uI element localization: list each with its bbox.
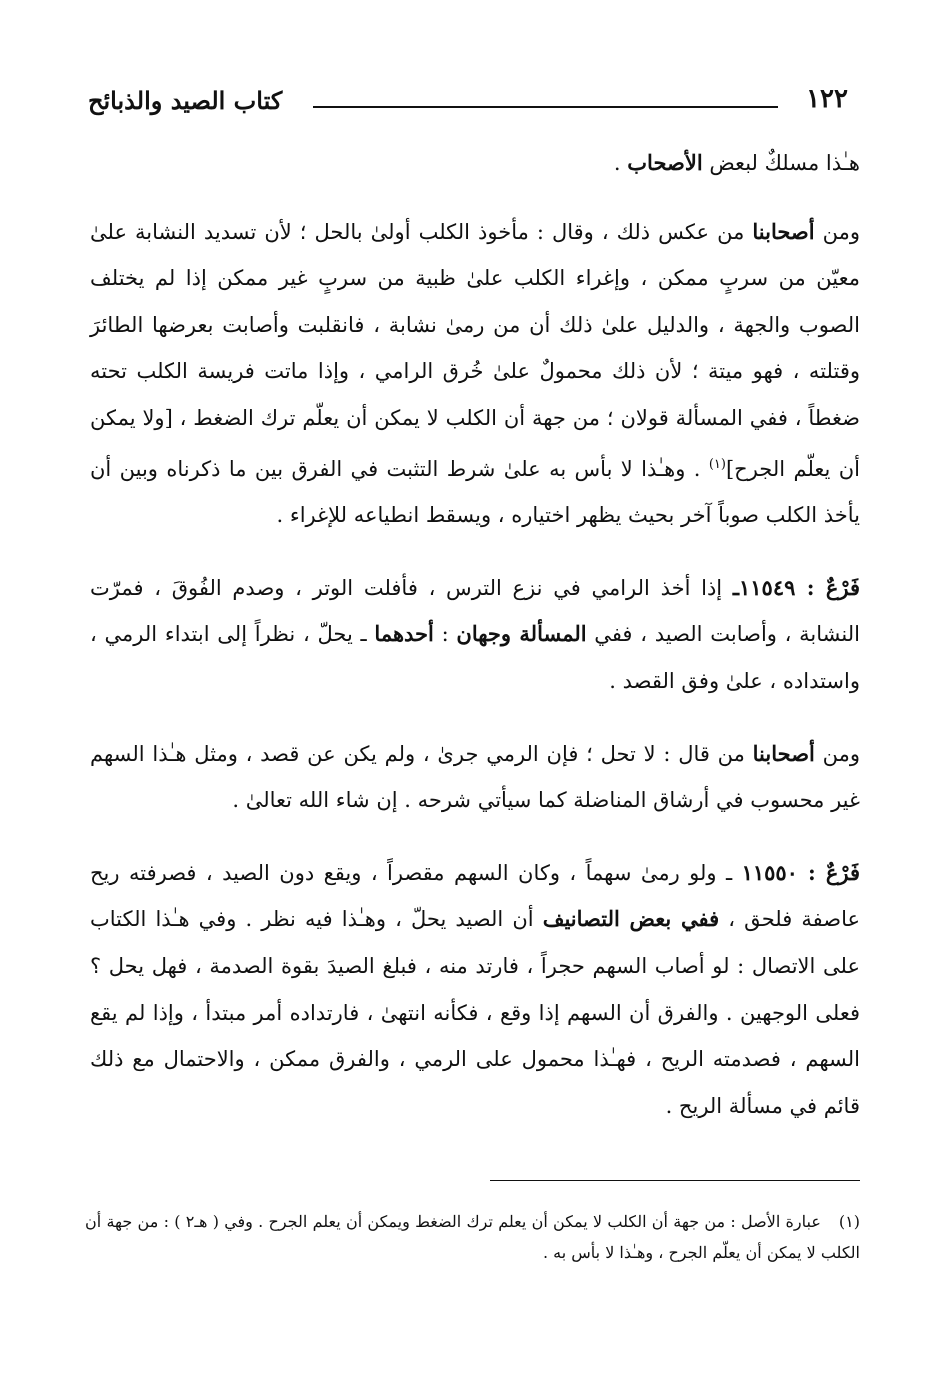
paragraph-text: إذا أخذ الرامي في نزع الترس ، فأفلت الوتر ، وصدم الفُوقَ ، فمرّت النشابة ، وأصابت الصيد ، ففي: [90, 575, 860, 647]
paragraph-text: ـ يحلّ ، نظراً إلى ابتداء الرمي ، واستداده ، علىٰ وفق القصد .: [90, 622, 860, 693]
footnote-number: (١): [838, 1212, 860, 1231]
bold-term: أحدهما: [374, 621, 434, 647]
far-heading: فَرْعٌ: [825, 574, 860, 600]
paragraph-2: [90, 209, 860, 539]
paragraph-5: [90, 850, 860, 1130]
bold-term: الأصحاب: [627, 150, 703, 175]
footnote-rule: [490, 1180, 860, 1181]
paragraph-text: ومن: [814, 219, 860, 244]
paragraph-text: هـٰذا مسلكٌ لبعض: [702, 151, 860, 175]
paragraph-1: [90, 140, 860, 187]
paragraph-text: .: [613, 151, 628, 175]
paragraph-text: ومن: [814, 741, 860, 766]
bold-term: ففي بعض التصانيف: [542, 906, 720, 932]
far-heading: فَرْعٌ: [825, 859, 860, 885]
issue-number: : ١١٥٤٩ـ: [732, 574, 826, 600]
bold-term: أصحابنا: [752, 218, 815, 244]
paragraph-text: أن الصيد يحلّ ، وهـٰذا فيه نظر . وفي هـٰذا الكتاب على الاتصال : لو أصاب السهم حجراً ، فارتد منه ، فبلغ الصيدَ بقوة الصدمة ، فهل يحل ؟ فعلى الوجهين . والفرق أن السهم إذا وقع ، فكأنه انتهىٰ ، فارتداده أمر مبتدأ ، وإذا لم يقع السهم ، فصدمته الريح ، فهـٰذا محمول على الرمي ، والفرق ممكن ، والاحتمال مع ذلك قائم في مسألة الريح .: [90, 907, 860, 1118]
bold-term: أصحابنا: [752, 740, 815, 766]
paragraph-text: ـ ولو رمىٰ سهماً ، وكان السهم مقصراً ، ويقع دون الصيد ، فصرفته ريح عاصفة فلحق ،: [90, 860, 860, 932]
footnote-text: عبارة الأصل : من جهة أن الكلب لا يمكن أن يعلم ترك الضغط ويمكن أن يعلم الجرح . وفي ( هـ٢ ) : من جهة أن الكلب لا يمكن أن يعلّم الجرح ، وهـٰذا لا بأس به .: [85, 1212, 860, 1262]
bold-term: المسألة وجهان: [456, 621, 587, 647]
paragraph-text: من قال : لا تحل ؛ فإن الرمي جرىٰ ، ولم يكن عن قصد ، ومثل هـٰذا السهم غير محسوب في أرشاق المناضلة كما سيأتي شرحه . إن شاء الله تعالىٰ .: [90, 741, 860, 813]
header-rule: [313, 106, 778, 108]
footnote: [85, 1206, 860, 1268]
paragraph-3: [90, 565, 860, 705]
main-text: [90, 140, 860, 1155]
book-title: كتاب الصيد والذبائح: [88, 86, 283, 115]
paragraph-text: . وهـٰذا لا بأس به علىٰ شرط التثبت في الفرق بين ما ذكرناه وبين أن يأخذ الكلب صوباً آخر بحيث يظهر اختياره ، ويسقط انطياعه للإغراء .: [90, 456, 860, 528]
paragraph-4: [90, 731, 860, 824]
running-header: [88, 84, 848, 124]
paragraph-text: :: [433, 622, 457, 647]
paragraph-text: من عكس ذلك ، وقال : مأخوذ الكلب أولىٰ بالحل ؛ لأن تسديد النشابة علىٰ معيّن من سربٍ ممكن ، وإغراء الكلب علىٰ ظبية من سربٍ غير ممكن إذا لم يختلف الصوب والجهة ، والدليل علىٰ ذلك أن من رمىٰ نشابة ، فانقلبت وأصابت بعرضها الطائرَ وقتلته ، فهو ميتة ؛ لأن ذلك محمولٌ علىٰ خُرق الرامي ، وإذا ماتت فريسة الكلب تحته ضغطاً ، ففي المسألة قولان ؛ من جهة أن الكلب لا يمكن أن يعلّم ترك الضغط ، [ولا يمكن أن يعلّم الجرح]: [90, 219, 861, 481]
page-number: ١٢٢: [806, 84, 848, 114]
issue-number: : ١١٥٥٠: [741, 859, 826, 885]
footnote-marker[interactable]: (١): [708, 456, 726, 472]
